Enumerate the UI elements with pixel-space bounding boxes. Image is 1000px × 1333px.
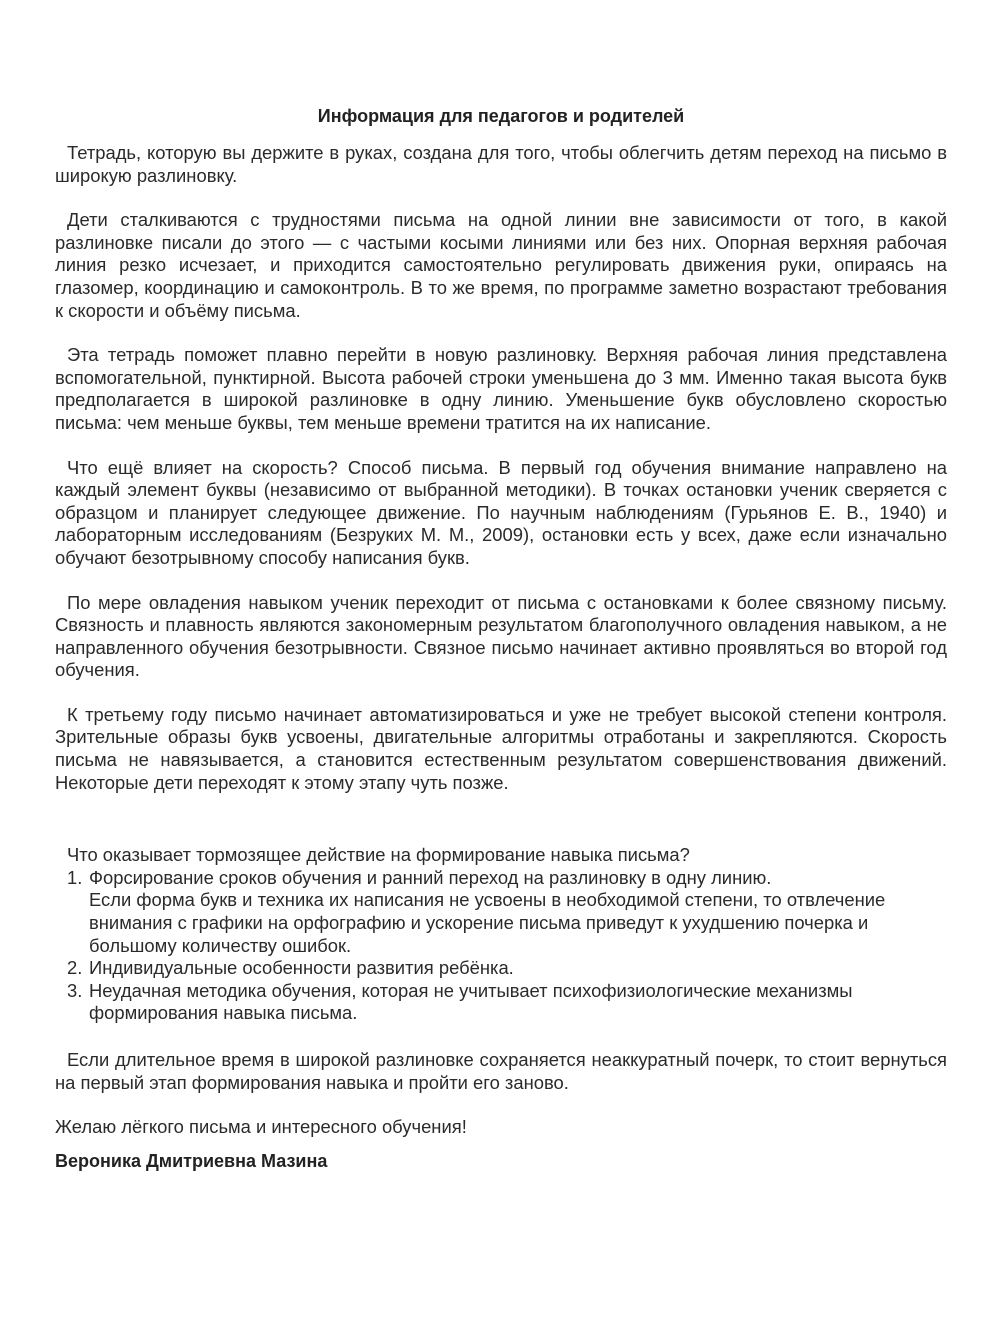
document-page (55, 104, 947, 1173)
list-item (55, 980, 947, 1025)
list-item-number: 2. (67, 957, 83, 979)
list-item (55, 957, 947, 980)
list-item-text: Форсирование сроков обучения и ранний переход на разлиновку в одну линию. (89, 866, 772, 888)
list-item-text: Индивидуальные особенности развития ребёнка. (89, 957, 514, 979)
list-item (55, 867, 947, 957)
document-title: Информация для педагогов и родителей (317, 106, 685, 126)
list-item-text: Неудачная методика обучения, которая не учитывает психофизиологические механизмы формирования навыка письма. (89, 979, 853, 1024)
paragraph-difficulties: Дети сталкиваются с трудностями письма на одной линии вне зависимости от того, в какой разлиновке писали до этого — с частыми косыми линиями или без них. Опорная верхняя рабочая линия резко исчезает, и приходится самостоятельно регулировать движения руки, опираясь на глазомер, координацию и самоконтроль. В то же время, по программе заметно возрастают требования к скорости и объёму письма. (55, 209, 947, 321)
spacer (55, 816, 947, 844)
paragraph-writing-speed: Что ещё влияет на скорость? Способ письма. В первый год обучения внимание направлено на каждый элемент буквы (независимо от выбранной методики). В точках остановки ученик сверяется с образцом и планирует следующее движение. По научным наблюдениям (Гурьянов Е. В., 1940) и лабораторным исследованиям (Безруких М. М., 2009), остановки есть у всех, даже если изначально обучают безотрывному способу написания букв. (55, 456, 947, 568)
list-item-number: 1. (67, 866, 83, 888)
list-item-subtext: Если форма букв и техника их написания не усвоены в необходимой степени, то отвлечение внимания с графики на орфографию и ускорение письма приведут к ухудшению почерка и большому количеству ошибок. (89, 889, 886, 956)
inhibiting-factors-list (55, 867, 947, 1025)
list-item-number: 3. (67, 979, 83, 1001)
paragraph-notebook-help: Эта тетрадь поможет плавно перейти в новую разлиновку. Верхняя рабочая линия представлена вспомогательной, пунктирной. Высота рабочей строки уменьшена до 3 мм. Именно такая высота букв предполагается в широкой разлиновке в одну линию. Уменьшение букв обусловлено скоростью письма: чем меньше буквы, тем меньше времени тратится на их написание. (55, 344, 947, 433)
author-signature: Вероника Дмитриевна Мазина (55, 1150, 328, 1171)
closing-wish: Желаю лёгкого письма и интересного обучения! (55, 1116, 467, 1138)
paragraph-advice: Если длительное время в широкой разлиновке сохраняется неаккуратный почерк, то стоит вернуться на первый этап формирования навыка и пройти его заново. (55, 1049, 947, 1093)
list-question: Что оказывает тормозящее действие на формирование навыка письма? (67, 844, 690, 866)
paragraph-skill-mastery: По мере овладения навыком ученик переходит от письма с остановками к более связному письму. Связность и плавность являются закономерным результатом благополучного овладения навыком, а не направленного обучения безотрывности. Связное письмо начинает активно проявляться во второй год обучения. (55, 591, 947, 681)
paragraph-third-year: К третьему году письмо начинает автоматизироваться и уже не требует высокой степени контроля. Зрительные образы букв усвоены, двигательные алгоритмы отработаны и закрепляются. Скорость письма не навязывается, а становится естественным результатом совершенствования движений. Некоторые дети переходят к этому этапу чуть позже. (55, 703, 947, 793)
paragraph-intro: Тетрадь, которую вы держите в руках, создана для того, чтобы облегчить детям переход на письмо в широкую разлиновку. (55, 142, 947, 186)
